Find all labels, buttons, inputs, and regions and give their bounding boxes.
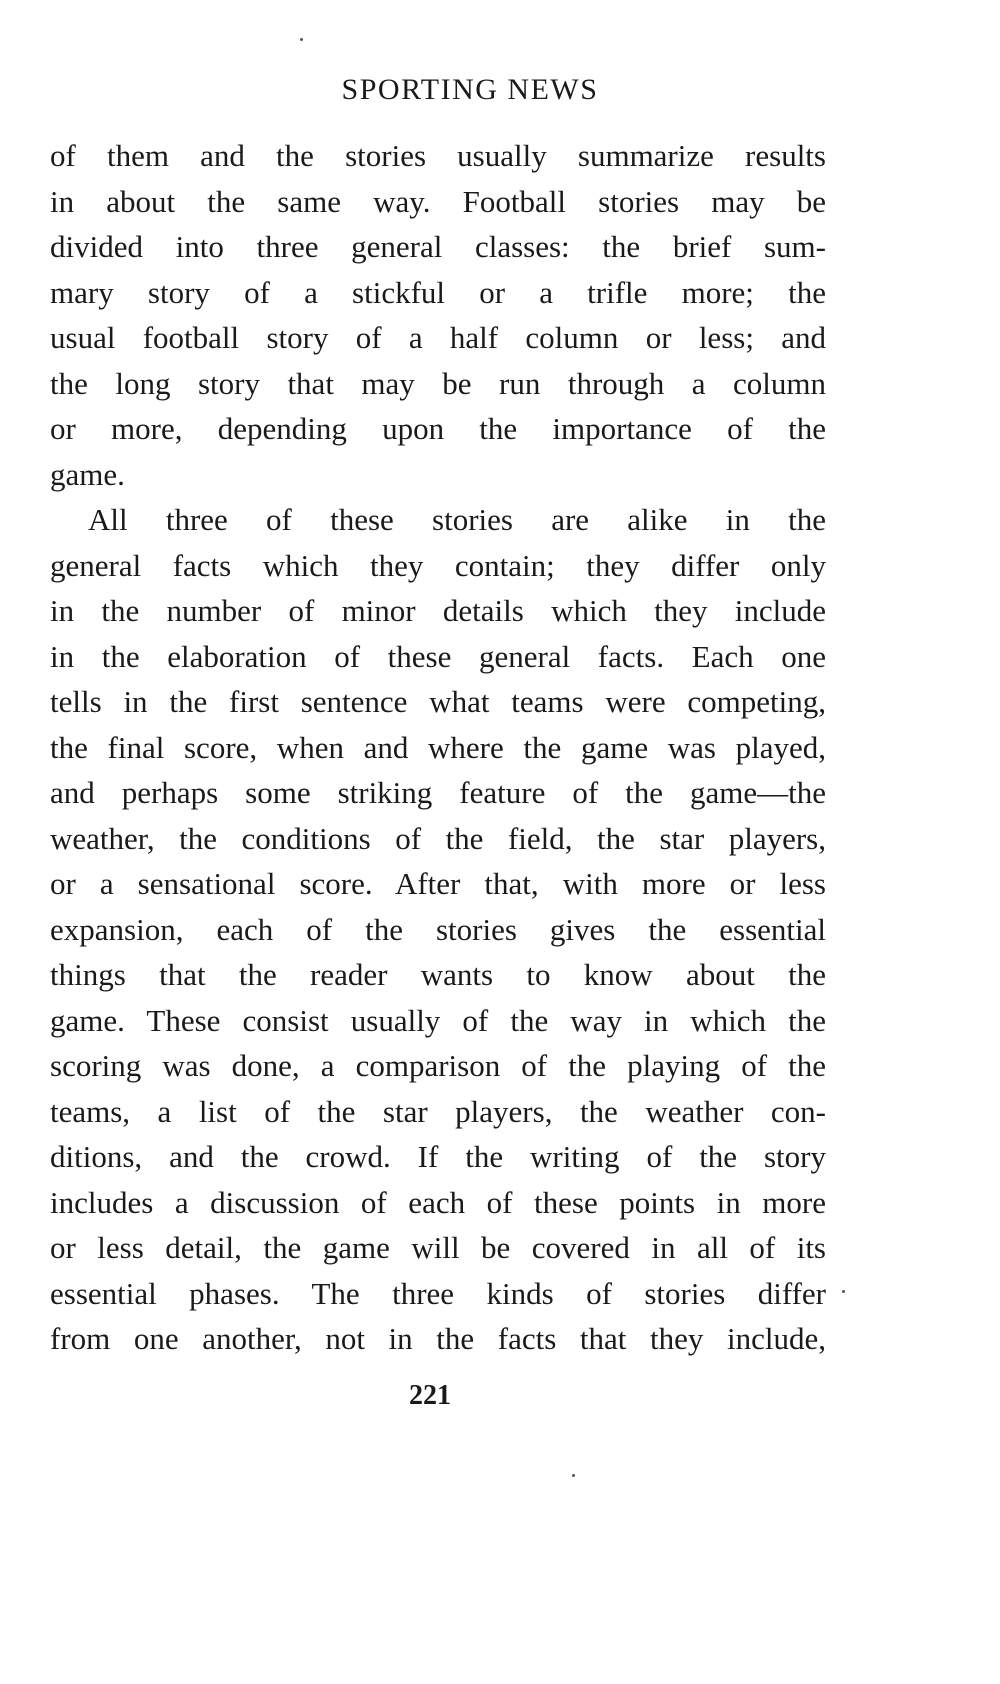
text-line: essential phases. The three kinds of stories differ [50, 1275, 826, 1311]
text-line: or a sensational score. After that, with more or less [50, 866, 826, 901]
text-line: includes a discussion of each of these points in more [50, 1184, 826, 1220]
ink-speck [300, 38, 303, 41]
text-line: the long story that may be run through a column [50, 365, 826, 401]
text-line: in about the same way. Football stories may be [50, 183, 826, 219]
page-number: 221 [409, 1380, 451, 1411]
text-line: from one another, not in the facts that they include, [50, 1321, 826, 1356]
text-line: game. These consist usually of the way in which the [50, 1002, 826, 1038]
text-line: All three of these stories are alike in the [88, 502, 826, 537]
text-line: of them and the stories usually summarize results [50, 138, 826, 173]
text-line: in the elaboration of these general facts. Each one [50, 638, 826, 674]
text-line: in the number of minor details which they include [50, 593, 826, 628]
text-line: scoring was done, a comparison of the playing of the [50, 1048, 826, 1083]
paragraph-2 [50, 497, 826, 1362]
text-line: tells in the first sentence what teams were competing, [50, 684, 826, 719]
text-line: ditions, and the crowd. If the writing of the story [50, 1139, 826, 1174]
text-line: expansion, each of the stories gives the essential [50, 911, 826, 947]
paragraph-1 [50, 133, 826, 497]
text-line: usual football story of a half column or less; and [50, 320, 826, 355]
text-line: the final score, when and where the game was played, [50, 729, 826, 765]
body-text [50, 133, 826, 1362]
text-line: or more, depending upon the importance of the [50, 411, 826, 446]
text-line: things that the reader wants to know about the [50, 957, 826, 992]
text-line: or less detail, the game will be covered in all of its [50, 1230, 826, 1265]
text-line: general facts which they contain; they differ only [50, 547, 826, 583]
text-line: game. [50, 456, 125, 492]
ink-speck [572, 1474, 575, 1477]
text-line: and perhaps some striking feature of the game—the [50, 775, 826, 810]
text-line: weather, the conditions of the field, the star players, [50, 820, 826, 856]
text-line: mary story of a stickful or a trifle more; the [50, 274, 826, 310]
text-line: teams, a list of the star players, the weather con- [50, 1093, 826, 1129]
running-head: SPORTING NEWS [341, 73, 599, 106]
ink-speck [842, 1290, 845, 1293]
text-line: divided into three general classes: the brief sum- [50, 229, 826, 264]
